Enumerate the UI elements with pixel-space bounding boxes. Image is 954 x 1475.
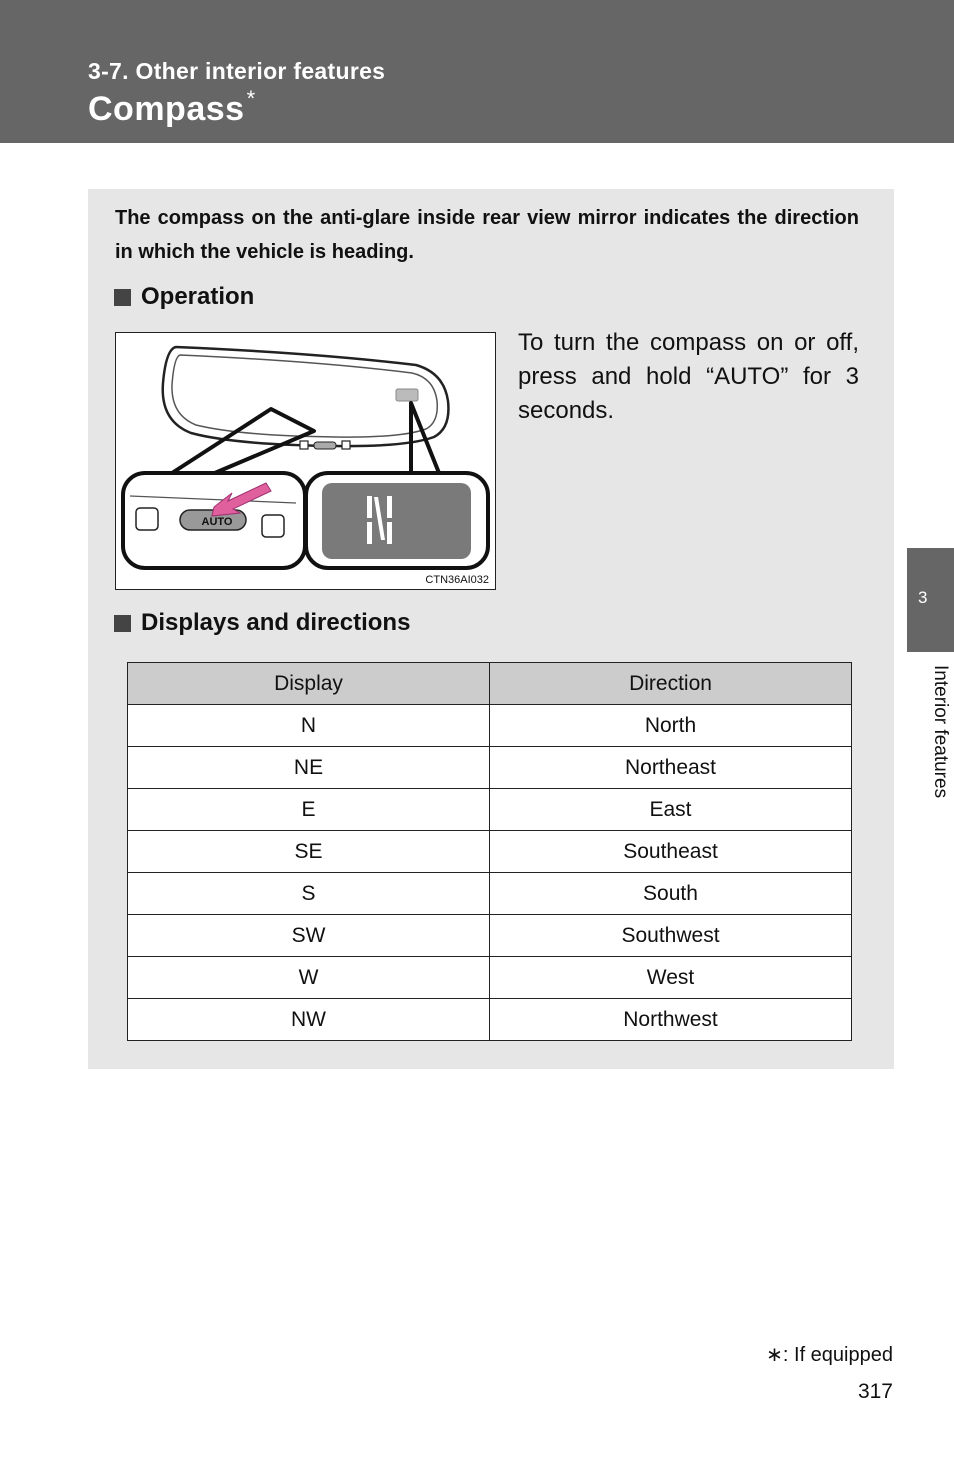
displays-heading-text: Displays and directions: [141, 609, 411, 636]
column-header-display: Display: [128, 663, 490, 705]
table-header-row: [128, 663, 852, 705]
display-cell: SW: [128, 915, 490, 957]
operation-heading: [114, 283, 254, 311]
direction-cell: Southeast: [490, 831, 852, 873]
display-cell: N: [128, 705, 490, 747]
footnote: ∗: If equipped: [766, 1344, 893, 1366]
zoom-small-button-left: [136, 508, 158, 530]
table-row: [128, 747, 852, 789]
zoom-small-button-right: [262, 515, 284, 537]
intro-text: The compass on the anti-glare inside rear view mirror indicates the direction in which the vehicle is heading.: [115, 207, 859, 263]
direction-cell: Northwest: [490, 999, 852, 1041]
auto-button-label: AUTO: [201, 516, 233, 528]
direction-cell: South: [490, 873, 852, 915]
mirror-small-button: [300, 441, 308, 449]
chapter-tab: [907, 548, 954, 652]
square-bullet-icon: [114, 289, 131, 306]
direction-cell: Southwest: [490, 915, 852, 957]
equipped-mark: *: [246, 86, 256, 111]
mirror-auto-button: [314, 442, 336, 449]
mirror-illustration: [115, 332, 496, 590]
section-label: 3-7. Other interior features: [88, 58, 386, 84]
direction-cell: East: [490, 789, 852, 831]
compass-display-screen: [322, 483, 471, 559]
chapter-number: 3: [918, 588, 928, 607]
table-row: [128, 999, 852, 1041]
display-cell: NW: [128, 999, 490, 1041]
operation-heading-text: Operation: [141, 283, 255, 310]
mirror-drawing: [116, 333, 497, 591]
page-number: 317: [857, 1380, 893, 1403]
page-header: [0, 0, 954, 143]
column-header-direction: Direction: [490, 663, 852, 705]
display-cell: SE: [128, 831, 490, 873]
display-cell: NE: [128, 747, 490, 789]
display-cell: W: [128, 957, 490, 999]
table-row: [128, 873, 852, 915]
page-title-text: Compass: [88, 90, 245, 128]
chapter-label: Interior features: [930, 665, 951, 799]
page-title: [88, 86, 256, 129]
display-cell: E: [128, 789, 490, 831]
displays-heading: [114, 609, 410, 637]
table-row: [128, 957, 852, 999]
mirror-display-patch: [396, 389, 418, 401]
table-row: [128, 705, 852, 747]
table-row: [128, 915, 852, 957]
square-bullet-icon: [114, 615, 131, 632]
content-panel: [88, 189, 894, 1069]
table-row: [128, 831, 852, 873]
directions-table: [127, 662, 852, 1041]
mirror-small-button: [342, 441, 350, 449]
table-row: [128, 789, 852, 831]
direction-cell: West: [490, 957, 852, 999]
direction-cell: North: [490, 705, 852, 747]
display-cell: S: [128, 873, 490, 915]
figure-code: CTN36AI032: [425, 574, 489, 586]
direction-cell: Northeast: [490, 747, 852, 789]
operation-text: To turn the compass on or off, press and hold “AUTO” for 3 seconds.: [518, 329, 859, 424]
